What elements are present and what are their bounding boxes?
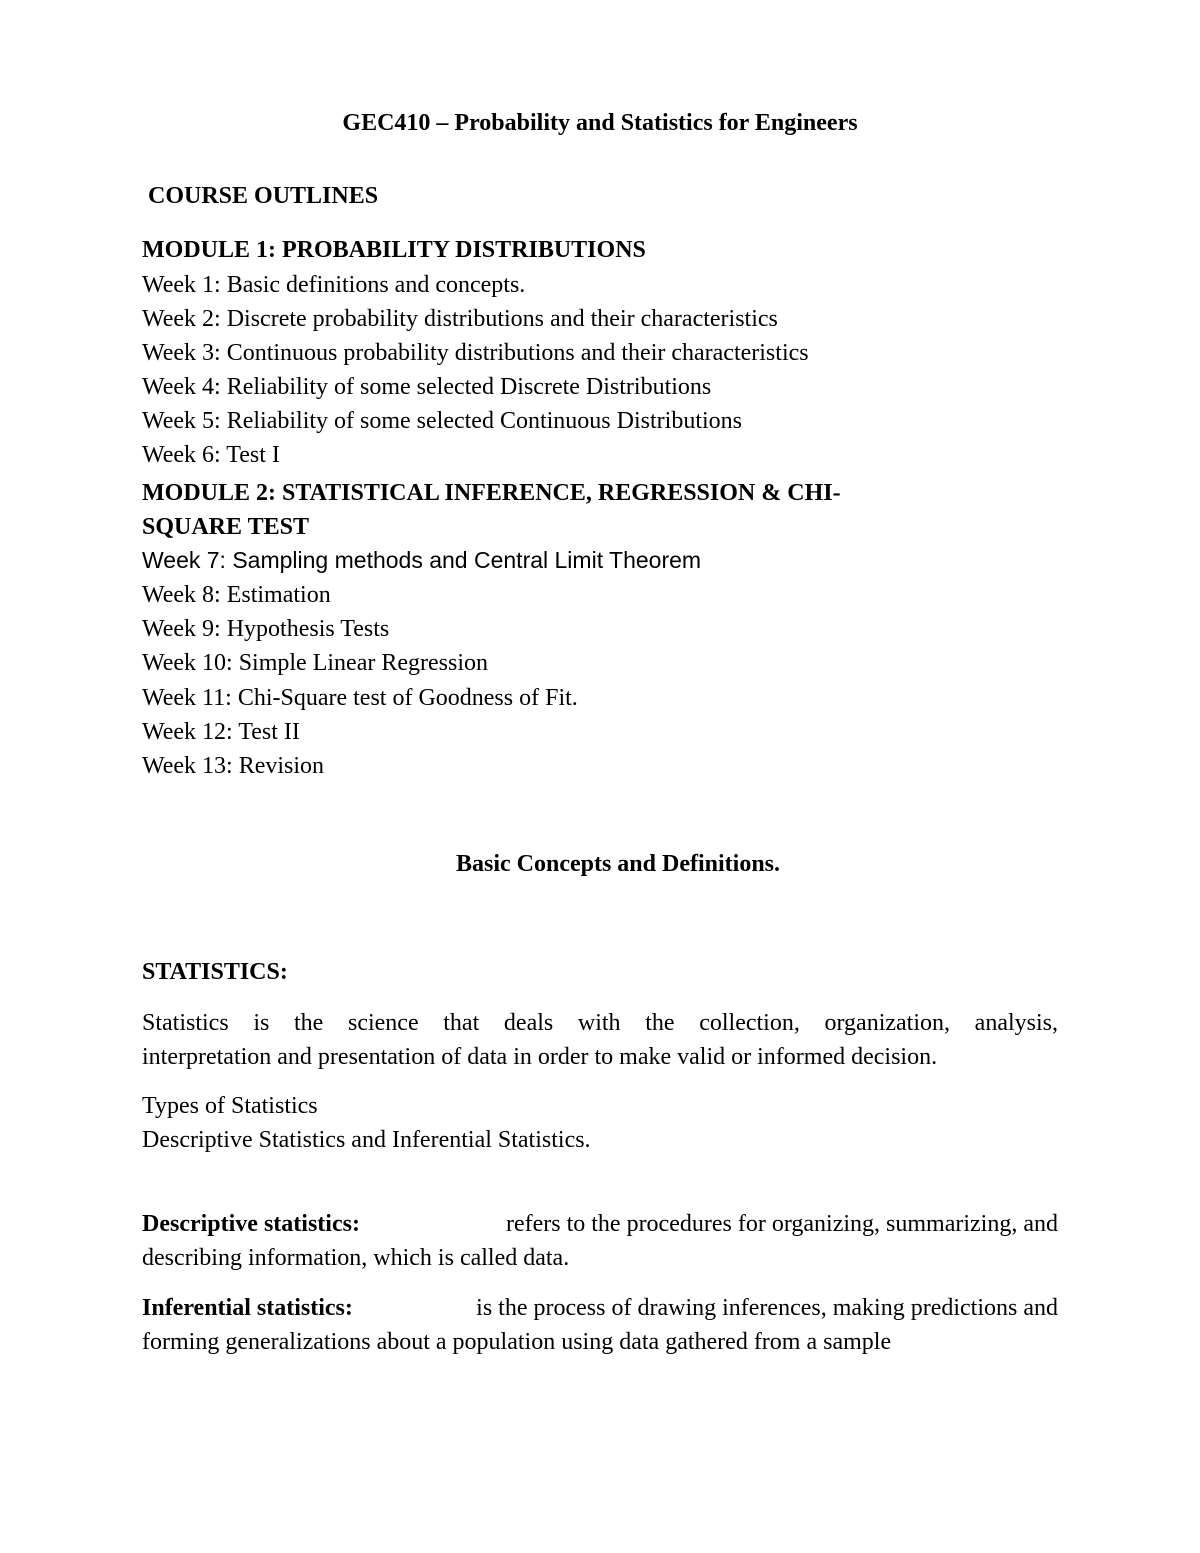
inferential-statistics-definition: is the process of drawing inferences, making predictions and xyxy=(476,1295,1058,1321)
week-1-item: Week 1: Basic definitions and concepts. xyxy=(142,272,526,298)
document-title: GEC410 – Probability and Statistics for Engineers xyxy=(342,110,858,136)
statistics-definition-line2: interpretation and presentation of data in order to make valid or informed decision. xyxy=(142,1044,938,1070)
module-1-heading: MODULE 1: PROBABILITY DISTRIBUTIONS xyxy=(142,237,646,263)
week-7-item: Week 7: Sampling methods and Central Limit Theorem xyxy=(142,547,702,573)
week-13-item: Week 13: Revision xyxy=(142,753,325,779)
week-11-item: Week 11: Chi-Square test of Goodness of Fit. xyxy=(142,685,578,711)
course-outlines-heading: COURSE OUTLINES xyxy=(148,183,379,209)
module-2-heading-line2: SQUARE TEST xyxy=(142,514,309,540)
week-6-item: Week 6: Test I xyxy=(142,442,280,468)
types-of-statistics-value: Descriptive Statistics and Inferential Statistics. xyxy=(142,1127,591,1153)
week-4-item: Week 4: Reliability of some selected Discrete Distributions xyxy=(142,374,712,400)
descriptive-statistics-line2: describing information, which is called data. xyxy=(142,1245,570,1271)
week-5-item: Week 5: Reliability of some selected Continuous Distributions xyxy=(142,408,742,434)
descriptive-statistics-term: Descriptive statistics: xyxy=(142,1211,360,1237)
statistics-heading: STATISTICS: xyxy=(142,959,288,985)
week-3-item: Week 3: Continuous probability distributions and their characteristics xyxy=(142,340,809,366)
inferential-statistics-line2: forming generalizations about a population using data gathered from a sample xyxy=(142,1329,892,1355)
types-of-statistics-label: Types of Statistics xyxy=(142,1093,318,1119)
week-8-item: Week 8: Estimation xyxy=(142,582,331,608)
inferential-statistics-line1 xyxy=(142,1296,1058,1320)
descriptive-statistics-definition: refers to the procedures for organizing, summarizing, and xyxy=(505,1211,1058,1237)
module-2-heading-line1: MODULE 2: STATISTICAL INFERENCE, REGRESSION & CHI- xyxy=(142,480,841,506)
basic-concepts-title: Basic Concepts and Definitions. xyxy=(455,851,781,877)
week-9-item: Week 9: Hypothesis Tests xyxy=(142,616,390,642)
descriptive-statistics-line1 xyxy=(142,1212,1058,1236)
week-10-item: Week 10: Simple Linear Regression xyxy=(142,650,488,676)
inferential-statistics-term: Inferential statistics: xyxy=(142,1295,353,1321)
week-2-item: Week 2: Discrete probability distributions and their characteristics xyxy=(142,306,778,332)
statistics-definition-line1: Statistics is the science that deals with the collection, organization, analysis, xyxy=(142,1010,1058,1036)
week-12-item: Week 12: Test II xyxy=(142,719,300,745)
